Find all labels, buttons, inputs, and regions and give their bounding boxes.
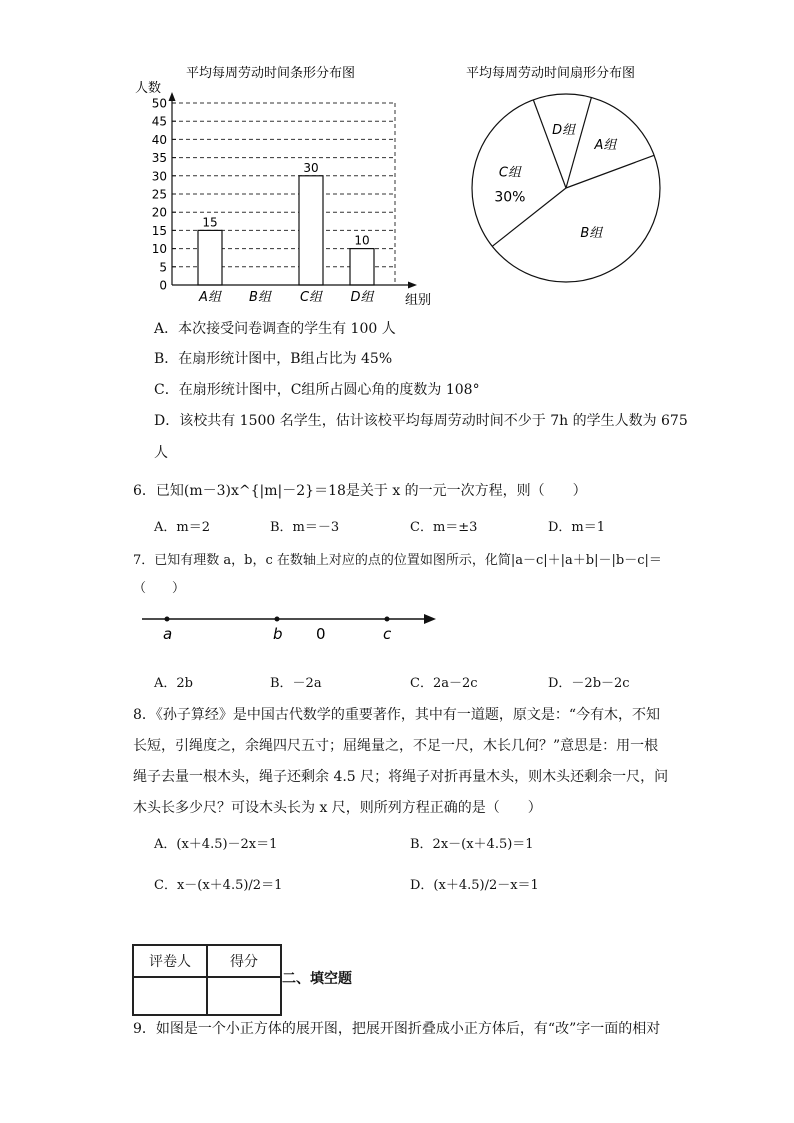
q7-option-c: C．2a－2c (410, 676, 478, 691)
point-b (275, 617, 280, 622)
bar-3 (350, 249, 374, 285)
pie-chart-title: 平均每周劳动时间扇形分布图 (466, 66, 636, 81)
bar-y-tick-label: 30 (151, 169, 167, 184)
pie-slice-label: B组 (580, 226, 603, 242)
pie-divider (533, 100, 566, 188)
q5-option-d-cont: 人 (154, 445, 168, 461)
q8-line-1: 8．《孙子算经》是中国古代数学的重要著作，其中有一道题，原文是：“今有木，不知 (133, 707, 661, 723)
q7-option-b: B．－2a (270, 676, 322, 691)
bar-chart-xlabel: 组别 (405, 293, 432, 308)
q5-option-c: C．在扇形统计图中，C组所占圆心角的度数为 108° (154, 382, 480, 398)
bar-x-arrow (408, 282, 417, 289)
q8-line-3: 绳子去量一根木头，绳子还剩余 4.5 尺；将绳子对折再量木头，则木头还剩余一尺，问 (133, 769, 669, 785)
grading-table (132, 944, 282, 1016)
bar-category-label: C组 (299, 290, 323, 305)
pie-slice-label: D组 (552, 122, 576, 138)
label-c: c (383, 625, 392, 643)
q8-line-2: 长短，引绳度之，余绳四尺五寸；屈绳量之，不足一尺，木长几何？”意思是：用一根 (133, 738, 659, 754)
bar-2 (299, 176, 323, 285)
q7-option-a: A．2b (154, 676, 193, 691)
number-line (130, 605, 450, 650)
q5-option-a: A．本次接受问卷调查的学生有 100 人 (154, 321, 396, 337)
q8-line-4: 木头长多少尺？可设木头长为 x 尺，则所列方程正确的是（ ） (133, 800, 542, 816)
q6-option-c: C．m＝±3 (410, 520, 478, 535)
bar-data-label: 30 (303, 160, 319, 175)
bar-data-label: 15 (202, 215, 218, 230)
pie-slice-label: C组 (498, 165, 521, 181)
q8-option-d: D．(x＋4.5)/2－x＝1 (410, 878, 539, 893)
bar-y-tick-label: 35 (151, 151, 167, 166)
point-a (165, 617, 170, 622)
number-line-arrow (424, 614, 436, 624)
bar-chart-title: 平均每周劳动时间条形分布图 (186, 66, 356, 81)
bar-y-tick-label: 20 (151, 205, 167, 220)
grader-cell[interactable] (133, 977, 207, 1015)
q8-option-b: B．2x－(x＋4.5)＝1 (410, 837, 534, 852)
section-heading: 二、填空题 (282, 971, 352, 987)
q9-line-1: 9．如图是一个小正方体的展开图，把展开图折叠成小正方体后，有“改”字一面的相对 (133, 1021, 661, 1037)
pie-divider (566, 155, 654, 188)
score-header: 得分 (207, 945, 281, 977)
bar-y-tick-label: 45 (151, 114, 167, 129)
q7-paren: （ ） (133, 581, 186, 596)
bar-y-tick-label: 5 (159, 260, 167, 275)
bar-y-tick-label: 15 (151, 223, 167, 238)
q6-option-a: A．m＝2 (154, 520, 210, 535)
bar-y-arrow (169, 92, 176, 101)
q8-option-a: A．(x＋4.5)－2x＝1 (154, 837, 278, 852)
q5-option-b: B．在扇形统计图中，B组占比为 45% (154, 351, 393, 367)
bar-chart (0, 0, 440, 310)
label-0: 0 (316, 625, 326, 643)
q5-option-d: D．该校共有 1500 名学生，估计该校平均每周劳动时间不少于 7h 的学生人数为 675 (154, 413, 688, 429)
grader-header: 评卷人 (133, 945, 207, 977)
pie-divider (566, 97, 591, 188)
q7-stem: 7．已知有理数 a，b，c 在数轴上对应的点的位置如图所示，化简|a－c|＋|a＋b|－|b－c|＝ (133, 553, 662, 568)
bar-category-label: A组 (199, 290, 221, 305)
point-c (385, 617, 390, 622)
bar-chart-ylabel: 人数 (135, 81, 162, 96)
q6-option-b: B．m＝－3 (270, 520, 340, 535)
bar-category-label: D组 (350, 290, 374, 305)
q6-option-d: D．m＝1 (548, 520, 606, 535)
q8-option-c: C．x－(x＋4.5)/2＝1 (154, 878, 283, 893)
bar-data-label: 10 (354, 233, 370, 248)
bar-y-tick-label: 40 (151, 132, 167, 147)
label-b: b (273, 625, 283, 643)
score-cell[interactable] (207, 977, 281, 1015)
bar-y-tick-label: 25 (151, 187, 167, 202)
pie-chart (450, 55, 680, 285)
bar-y-tick-label: 50 (151, 96, 167, 111)
bar-category-label: B组 (249, 290, 271, 305)
bar-0 (198, 230, 222, 285)
bar-y-tick-label: 0 (159, 278, 167, 293)
pie-slice-label: A组 (594, 138, 617, 154)
label-a: a (163, 625, 173, 643)
q7-option-d: D．－2b－2c (548, 676, 630, 691)
pie-value-label: 30% (494, 189, 526, 206)
q6-stem: 6．已知(m－3)x^{|m|－2}＝18是关于 x 的一元一次方程，则（ ） (133, 483, 587, 499)
bar-y-tick-label: 10 (151, 242, 167, 257)
